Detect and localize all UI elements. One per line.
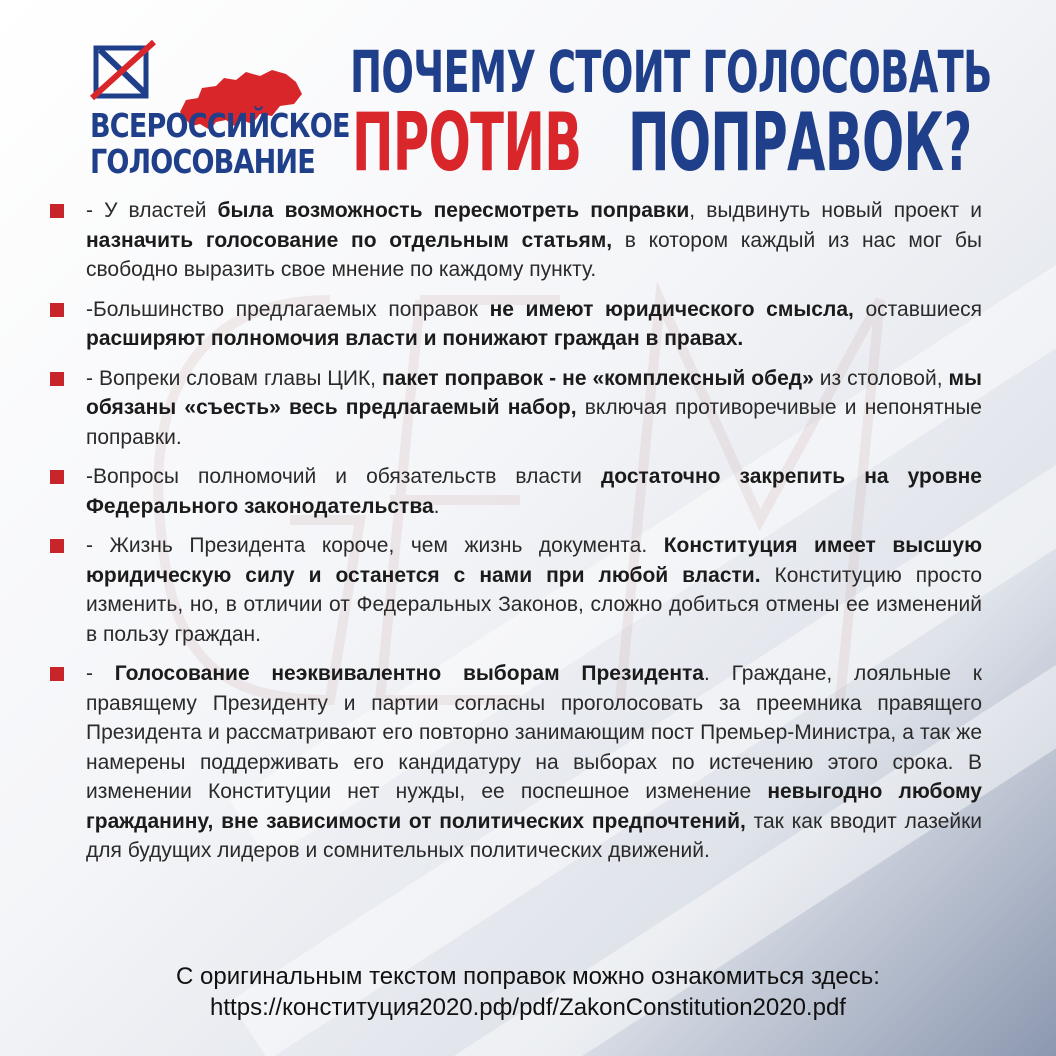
footer [0,962,1056,1024]
text-run: в котором каждый из нас мог бы свободно выразить свое мнение по каждому пункту. [86,228,982,281]
logo-text-line2: ГОЛОСОВАНИЕ [90,142,315,181]
text-run: - Вопреки словам главы ЦИК, [86,366,382,390]
text-run: - Жизнь Президента короче, чем жизнь документа. [86,534,664,557]
text-run: . Граждане, лояльные к правящему Президенту и партии согласны проголосовать за преемника правящего Президента и рассматривают его повторно занимающим пост Премьер-Министра, а так же намерены поддерживать его кандидатуру на выборах по истечению этого срока. В изменении Конституции нет нужды, ее поспешное изменение [86,662,982,803]
bold-text-run: была возможность пересмотреть поправки [217,199,690,222]
bold-text-run: Голосование неэквивалентно выборам Президента [114,662,704,685]
bullet-square-icon [50,470,64,484]
bullet-square-icon [50,667,64,681]
argument-list [42,196,982,876]
text-run: -Большинство предлагаемых поправок [86,297,490,321]
text-run: , выдвинуть новый проект и [689,199,982,222]
text-run: включая противоречивые и непонятные поправки. [86,396,982,449]
bold-text-run: не имеют юридического смысла, [489,297,854,321]
list-item [42,295,982,354]
text-run: так как вводит лазейки для будущих лидеров и сомнительных политических движений. [86,809,982,862]
bold-text-run: назначить голосование по отдельным статьям, [86,228,613,252]
source-link[interactable]: https://конституция2020.рф/pdf/ZakonConstitution2020.pdf [210,994,846,1021]
list-item [42,659,982,866]
logo-text-line1: ВСЕРОССИЙСКОЕ [90,106,350,145]
page-title-line1: ПОЧЕМУ СТОИТ ГОЛОСОВАТЬ [350,38,992,106]
bold-text-run: пакет поправок - не «комплексный обед» [381,366,814,390]
bullet-square-icon [50,204,64,218]
list-item [42,531,982,649]
bullet-square-icon [50,303,64,317]
list-item [42,364,982,453]
text-run: - [86,662,115,685]
text-run: Конституцию просто изменить, но, в отличии от Федеральных Законов, сложно добиться отмены ее изменений в пользу граждан. [86,563,983,646]
text-run: оставшиеся [853,297,982,321]
bold-text-run: невыгодно любому гражданину, вне зависимости от политических предпочтений, [86,780,982,833]
bullet-square-icon [50,372,64,386]
bold-text-run: достаточно закрепить на уровне Федерального законодательства [86,465,982,518]
bold-text-run: расширяют полномочия власти и понижают граждан в правах. [86,327,744,350]
list-item [42,196,982,285]
bold-text-run: мы обязаны «съесть» весь предлагаемый набор, [86,366,982,419]
bold-text-run: Конституция имеет высшую юридическую силу и останется с нами при любой власти. [86,534,982,587]
bullet-square-icon [50,539,64,553]
text-run: -Вопросы полномочий и обязательств власти [86,465,601,488]
page-title-blue-word: ПОПРАВОК? [628,96,972,189]
page-title-red-word: ПРОТИВ [352,96,582,189]
checkbox-cross-icon [90,40,156,102]
text-run: . [433,494,440,518]
footer-note: С оригинальным текстом поправок можно ознакомиться здесь: [176,963,880,990]
list-item [42,462,982,521]
text-run: - У властей [86,199,218,222]
text-run: из столовой, [813,366,949,390]
